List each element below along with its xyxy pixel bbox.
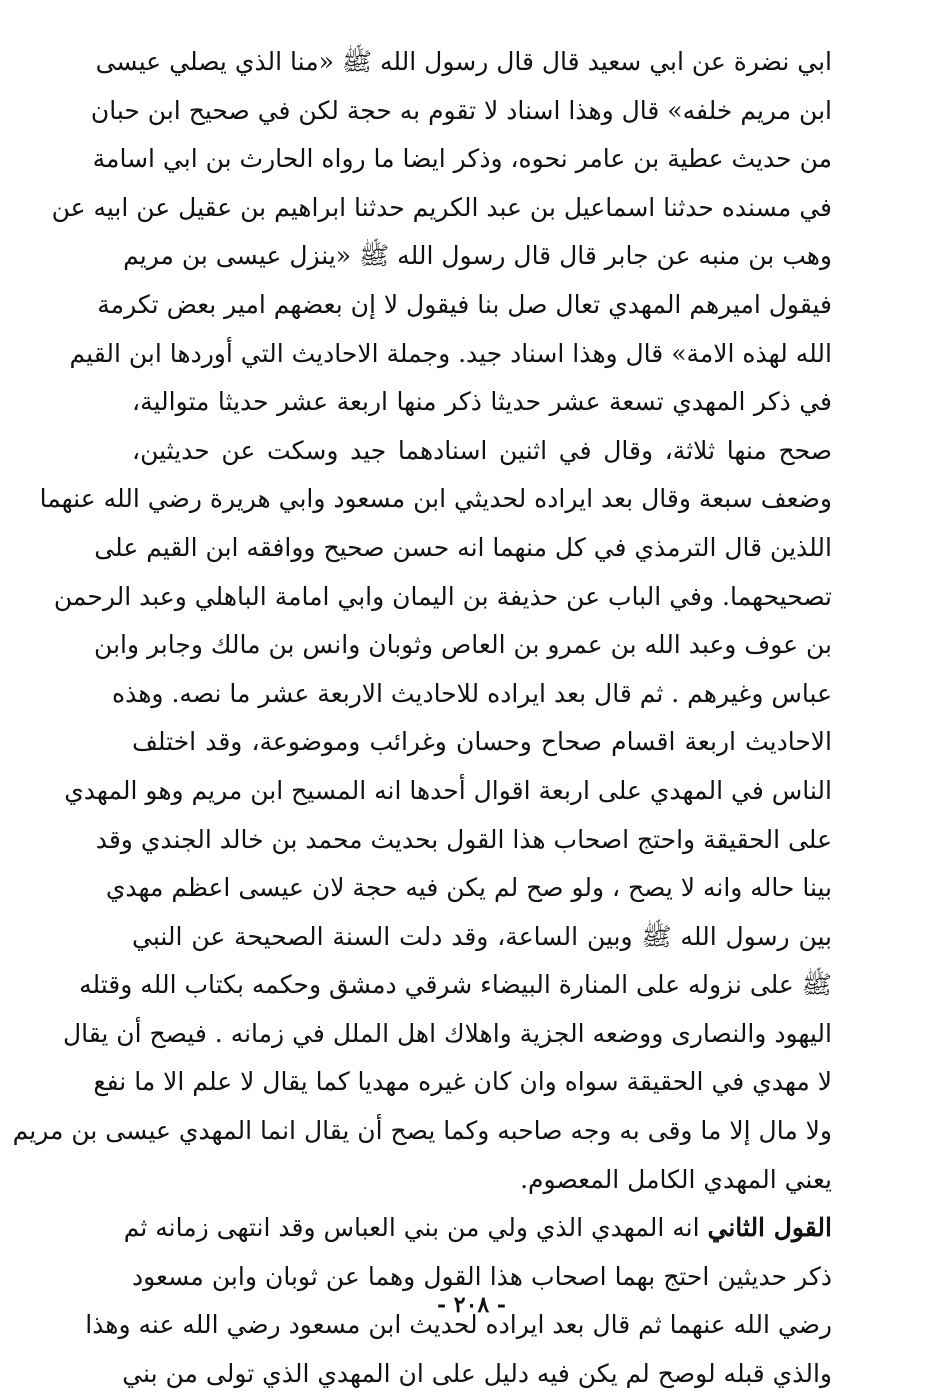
text-line: ابن مريم خلفه» قال وهذا اسناد لا تقوم به حجة لكن في صحيح ابن حبان [90, 95, 832, 125]
text-line: الاحاديث اربعة اقسام صحاح وحسان وغرائب وموضوعة، وقد اختلف [132, 727, 832, 757]
text-line: ﷺ على نزوله على المنارة البيضاء شرقي دمشق وحكمه بكتاب الله وقتله [79, 970, 832, 1000]
text-line: والذي قبله لوصح لم يكن فيه دليل على ان المهدي الذي تولى من بني [122, 1359, 832, 1389]
text-line: رضي الله عنهما ثم قال بعد ايراده لحديث ابن مسعود رضي الله عنه وهذا [85, 1310, 832, 1340]
text-line: وضعف سبعة وقال بعد ايراده لحديثي ابن مسعود وابي هريرة رضي الله عنهما [39, 484, 832, 514]
text-line: من حديث عطية بن عامر نحوه، وذكر ايضا ما رواه الحارث بن ابي اسامة [92, 144, 832, 174]
text-line: في مسنده حدثنا اسماعيل بن عبد الكريم حدثنا ابراهيم بن عقيل عن ابيه عن [51, 192, 832, 222]
text-line: فيقول اميرهم المهدي تعال صل بنا فيقول لا إن بعضهم امير بعض تكرمة [97, 289, 832, 319]
main-text [12, 38, 832, 1399]
text-line: بينا حاله وانه لا يصح ، ولو صح لم يكن فيه حجة لان عيسى اعظم مهدي [105, 873, 832, 903]
text-line: تصحيحهما. وفي الباب عن حذيفة بن اليمان وابي امامة الباهلي وعبد الرحمن [53, 581, 832, 611]
text-line: في ذكر المهدي تسعة عشر حديثا ذكر منها اربعة عشر حديثا متوالية، [132, 387, 832, 417]
page-number: - ٢٠٨ - [436, 1292, 507, 1318]
text-line: ابي نضرة عن ابي سعيد قال قال رسول الله ﷺ «منا الذي يصلي عيسى [95, 47, 832, 76]
text-line: ذكر حديثين احتج بهما اصحاب هذا القول وهما عن ثوبان وابن مسعود [132, 1261, 832, 1291]
text-line: ولا مال إلا ما وقى به وجه صاحبه وكما يصح أن يقال انما المهدي عيسى بن مريم [12, 1116, 832, 1146]
text-line: اللذين قال الترمذي في كل منهما انه حسن صحيح ووافقه ابن القيم على [94, 532, 832, 562]
paragraph-heading: القول الثاني [707, 1213, 832, 1243]
text-line: على الحقيقة واحتج اصحاب هذا القول بحديث محمد بن خالد الجندي وقد [95, 824, 832, 854]
text-line: يعني المهدي الكامل المعصوم. [520, 1164, 832, 1194]
paragraph-2-first-line [123, 1204, 832, 1253]
text-line: صحح منها ثلاثة، وقال في اثنين اسنادهما جيد وسكت عن حديثين، [132, 435, 832, 465]
text-line: عباس وغيرهم . ثم قال بعد ايراده للاحاديث الاربعة عشر ما نصه. وهذه [112, 678, 832, 708]
text-line: الناس في المهدي على اربعة اقوال أحدها انه المسيح ابن مريم وهو المهدي [64, 775, 832, 805]
text-line: لا مهدي في الحقيقة سواه وان كان غيره مهديا كما يقال لا علم الا ما نفع [93, 1067, 832, 1097]
text-line: وهب بن منبه عن جابر قال قال رسول الله ﷺ «ينزل عيسى بن مريم [123, 241, 832, 271]
text-line: الله لهذه الامة» قال وهذا اسناد جيد. وجملة الاحاديث التي أوردها ابن القيم [69, 338, 832, 368]
text-line: اليهود والنصارى ووضعه الجزية واهلاك اهل الملل في زمانه . فيصح أن يقال [62, 1018, 832, 1048]
text-line: بن عوف وعبد الله بن عمرو بن العاص وثوبان وانس بن مالك وجابر وابن [94, 630, 832, 660]
paragraph-text: انه المهدي الذي ولي من بني العباس وقد انتهى زمانه ثم [123, 1213, 708, 1243]
text-line: بين رسول الله ﷺ وبين الساعة، وقد دلت السنة الصحيحة عن النبي [132, 921, 832, 951]
